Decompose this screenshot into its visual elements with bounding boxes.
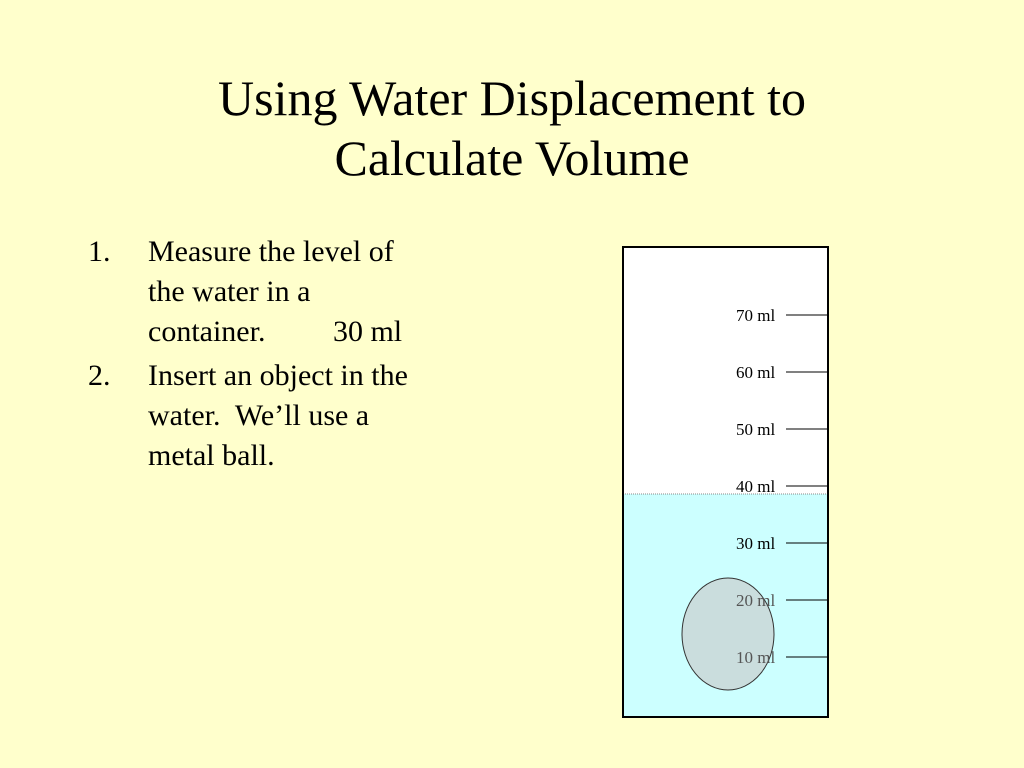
- step-number: 1.: [88, 235, 111, 268]
- step-item: [88, 232, 508, 352]
- graduation-label: 60 ml: [736, 363, 776, 382]
- slide-title: [0, 68, 1024, 188]
- step-line: Insert an object in the: [148, 359, 408, 392]
- step-line: water. We’ll use a: [148, 399, 370, 432]
- steps-list: [88, 232, 508, 480]
- step-line: metal ball.: [148, 439, 275, 472]
- step-line: the water in a: [148, 275, 311, 308]
- step-text: [148, 356, 508, 476]
- graduated-container-drawing: [622, 246, 829, 718]
- title-line-2: Calculate Volume: [334, 130, 690, 186]
- graduation-label: 30 ml: [736, 534, 776, 553]
- title-line-1: Using Water Displacement to: [218, 70, 806, 126]
- graduated-container: [622, 246, 829, 718]
- step-line: Measure the level of: [148, 235, 394, 268]
- graduation-label: 10 ml: [736, 648, 776, 667]
- step-number: 2.: [88, 359, 111, 392]
- step-text: [148, 232, 508, 352]
- graduation-label: 70 ml: [736, 306, 776, 325]
- step-item: [88, 356, 508, 476]
- graduation-label: 50 ml: [736, 420, 776, 439]
- graduation-label: 20 ml: [736, 591, 776, 610]
- step-line: container. 30 ml: [148, 315, 403, 348]
- graduation-label: 40 ml: [736, 477, 776, 496]
